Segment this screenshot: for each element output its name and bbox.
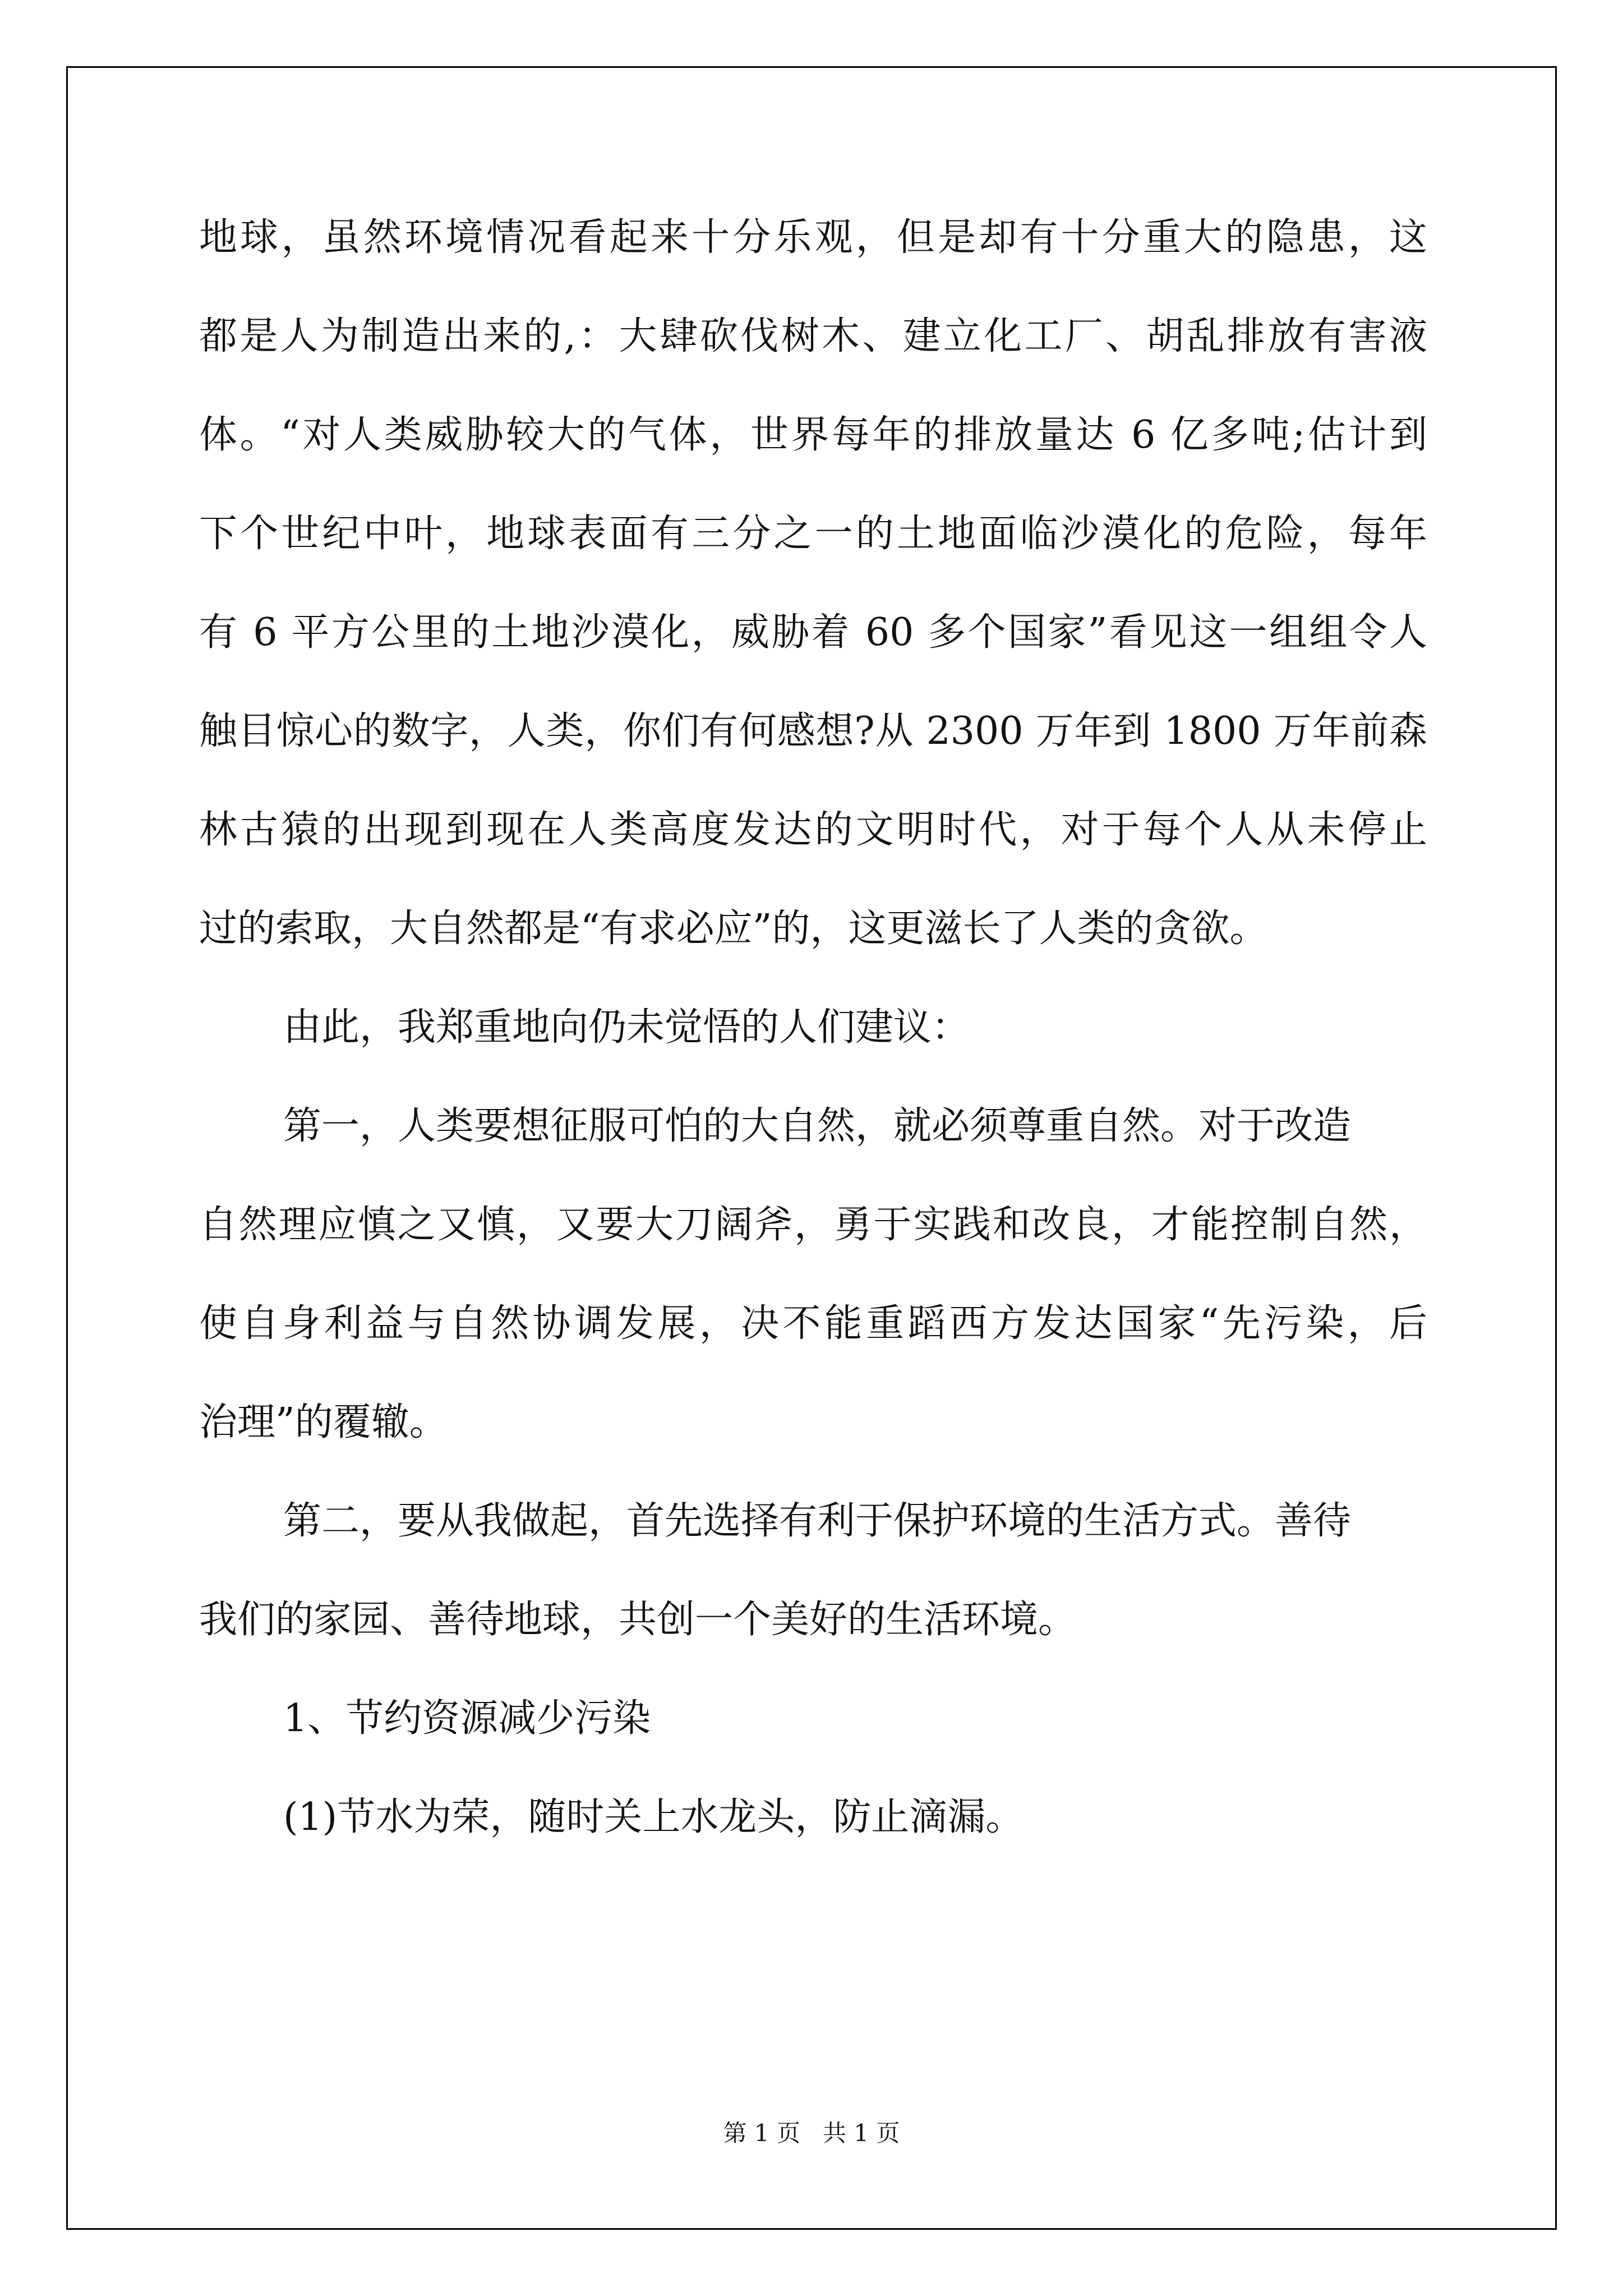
page-number-total: 共 1 页 bbox=[823, 2119, 900, 2147]
text-line: 我们的家园、善待地球，共创一个美好的生活环境。 bbox=[199, 1598, 1077, 1642]
text-line: 治理”的覆辙。 bbox=[199, 1400, 448, 1444]
text-line: 使自身利益与自然协调发展，决不能重蹈西方发达国家“先污染，后 bbox=[199, 1301, 1427, 1346]
list-item: (1)节水为荣，随时关上水龙头，防止滴漏。 bbox=[283, 1795, 1024, 1839]
page-footer bbox=[0, 2115, 1623, 2148]
page-number-current: 第 1 页 bbox=[723, 2119, 800, 2147]
text-line: 体。“对人类威胁较大的气体，世界每年的排放量达 6 亿多吨;估计到 bbox=[199, 413, 1427, 457]
text-line: 地球，虽然环境情况看起来十分乐观，但是却有十分重大的隐患，这 bbox=[199, 215, 1427, 260]
text-line: 林古猿的出现到现在人类高度发达的文明时代，对于每个人从未停止 bbox=[199, 808, 1427, 852]
text-line: 有 6 平方公里的土地沙漠化，威胁着 60 多个国家”看见这一组组令人 bbox=[199, 610, 1427, 655]
text-line: 自然理应慎之又慎，又要大刀阔斧，勇于实践和改良，才能控制自然， bbox=[199, 1203, 1427, 1247]
text-line: 触目惊心的数字，人类，你们有何感想?从 2300 万年到 1800 万年前森 bbox=[199, 709, 1427, 753]
paragraph-line: 由此，我郑重地向仍未觉悟的人们建议： bbox=[283, 1005, 970, 1050]
paragraph-line: 第一，人类要想征服可怕的大自然，就必须尊重自然。对于改造 bbox=[283, 1104, 1352, 1148]
paragraph-line: 第二，要从我做起，首先选择有利于保护环境的生活方式。善待 bbox=[283, 1499, 1352, 1543]
section-heading: 1、节约资源减少污染 bbox=[283, 1696, 651, 1741]
text-line: 过的索取，大自然都是“有求必应”的，这更滋长了人类的贪欲。 bbox=[199, 907, 1268, 951]
text-line: 下个世纪中叶，地球表面有三分之一的土地面临沙漠化的危险，每年 bbox=[199, 512, 1427, 556]
text-line: 都是人为制造出来的,：大肆砍伐树木、建立化工厂、胡乱排放有害液 bbox=[199, 314, 1427, 358]
